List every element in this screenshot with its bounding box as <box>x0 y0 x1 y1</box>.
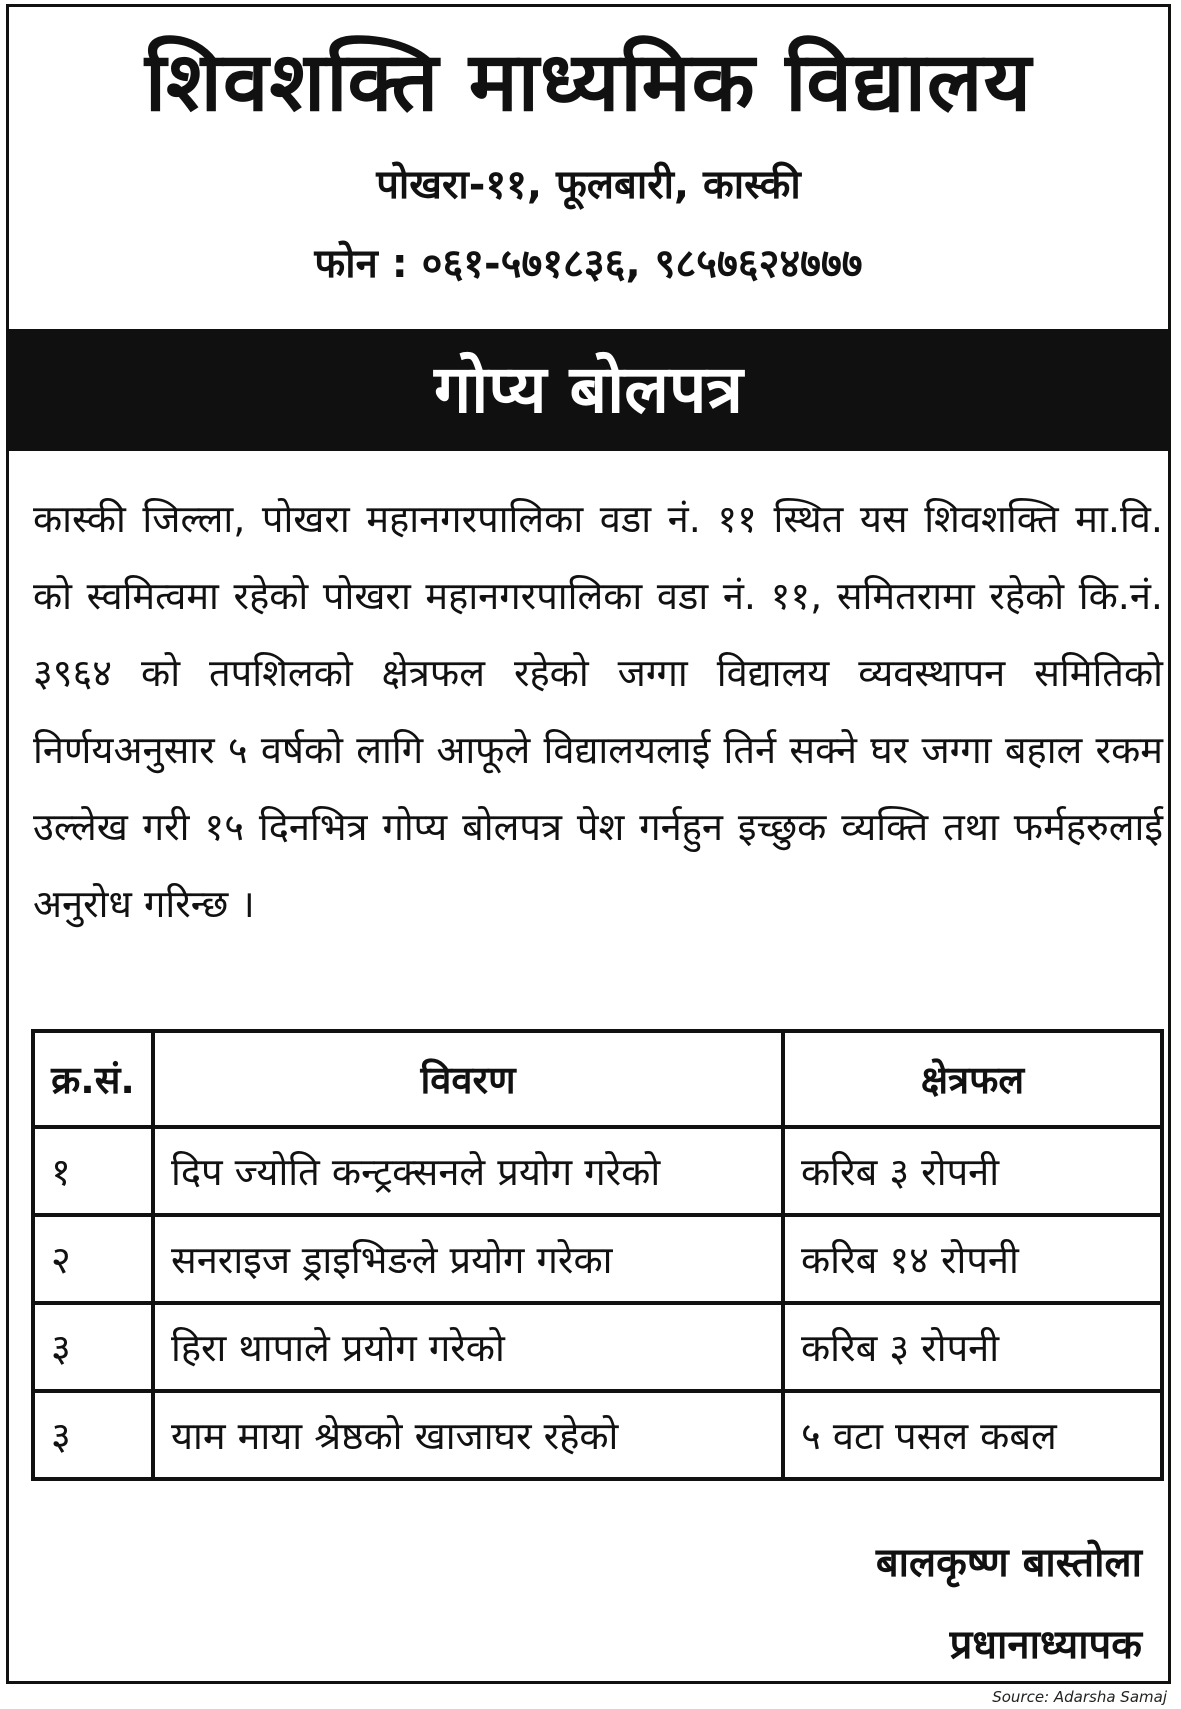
row-serial: २ <box>33 1215 153 1303</box>
school-phone: फोन : ०६१-५७१८३६, ९८५७६२४७७७ <box>314 241 863 287</box>
table-header-row <box>33 1031 1162 1127</box>
row-description: दिप ज्योति कन्ट्रक्सनले प्रयोग गरेको <box>153 1127 783 1215</box>
school-name: शिवशक्ति माध्यमिक विद्यालय <box>144 35 1033 130</box>
notice-sheet <box>6 4 1171 1684</box>
signatory-name: बालकृष्ण बास्तोला <box>875 1540 1142 1586</box>
header-area: क्षेत्रफल <box>783 1031 1162 1127</box>
row-area: करिब ३ रोपनी <box>783 1127 1162 1215</box>
row-area: करिब १४ रोपनी <box>783 1215 1162 1303</box>
notice-title-banner: गोप्य बोलपत्र <box>6 329 1171 451</box>
header-serial: क्र.सं. <box>33 1031 153 1127</box>
row-description: सनराइज ड्राइभिङले प्रयोग गरेका <box>153 1215 783 1303</box>
table-row <box>33 1127 1162 1215</box>
school-address: पोखरा-११, फूलबारी, कास्की <box>376 162 801 208</box>
row-area: करिब ३ रोपनी <box>783 1303 1162 1391</box>
header-description: विवरण <box>153 1031 783 1127</box>
row-serial: ३ <box>33 1391 153 1479</box>
table-row <box>33 1391 1162 1479</box>
property-table <box>31 1029 1164 1481</box>
row-area: ५ वटा पसल कबल <box>783 1391 1162 1479</box>
notice-body: कास्की जिल्ला, पोखरा महानगरपालिका वडा नं. ११ स्थित यस शिवशक्ति मा.वि. को स्वमित्वमा रहेको पोखरा महानगरपालिका वडा नं. ११, समितरामा रहेको कि.नं. ३९६४ को तपशिलको क्षेत्रफल रहेको जग्गा विद्यालय व्यवस्थापन समितिको निर्णयअनुसार ५ वर्षको लागि आफूले विद्यालयलाई तिर्न सक्ने घर जग्गा बहाल रकम उल्लेख गरी १५ दिनभित्र गोप्य बोलपत्र पेश गर्नहुन इच्छुक व्यक्ति तथा फर्महरुलाई अनुरोध गरिन्छ । <box>33 497 1163 926</box>
row-serial: ३ <box>33 1303 153 1391</box>
signatory-title: प्रधानाध्यापक <box>949 1622 1142 1668</box>
table-row <box>33 1215 1162 1303</box>
row-description: याम माया श्रेष्ठको खाजाघर रहेको <box>153 1391 783 1479</box>
row-description: हिरा थापाले प्रयोग गरेको <box>153 1303 783 1391</box>
row-serial: १ <box>33 1127 153 1215</box>
source-credit: Source: Adarsha Samaj <box>992 1688 1167 1706</box>
school-header <box>9 7 1168 329</box>
table-row <box>33 1303 1162 1391</box>
